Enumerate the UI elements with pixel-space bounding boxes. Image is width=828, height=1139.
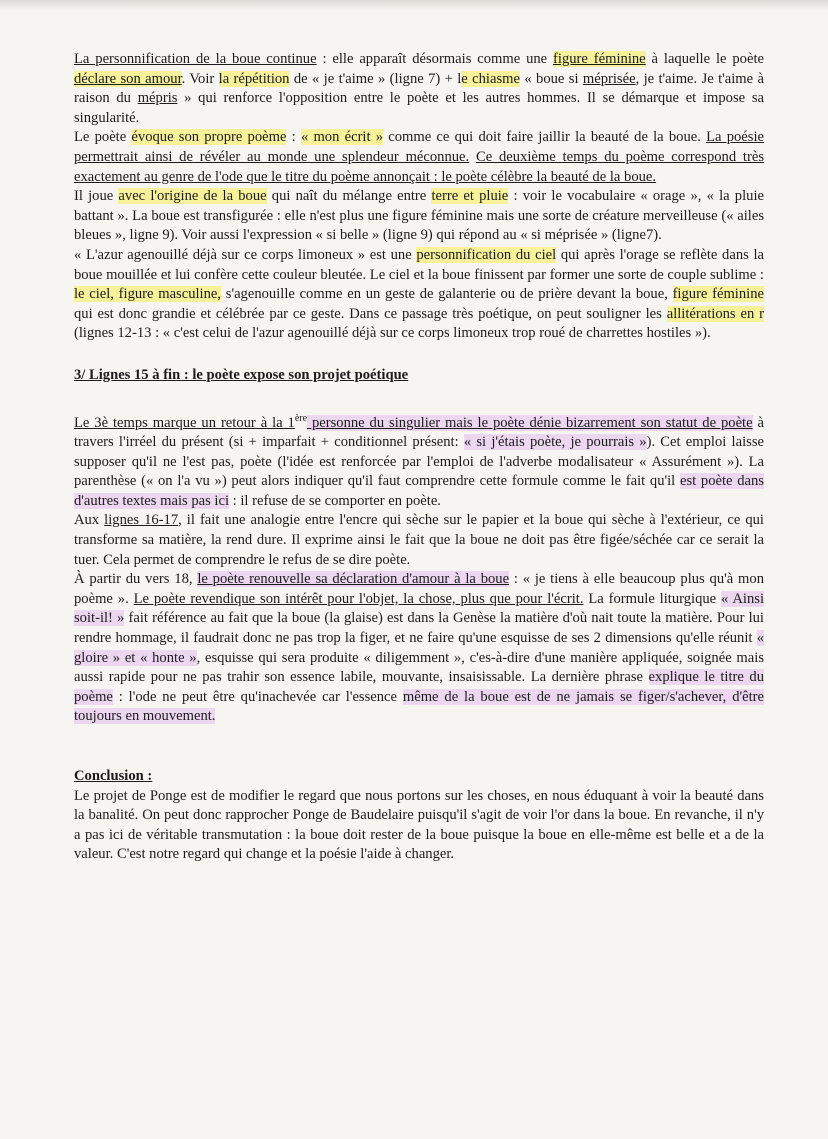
highlight: personnification du ciel: [416, 246, 557, 263]
text-run: Le poète revendique son intérêt pour l'objet, la chose, plus que pour l'écrit.: [133, 590, 584, 607]
highlight: allitérations en r: [666, 305, 765, 322]
document-page: [74, 50, 764, 865]
text-run: À partir du vers 18,: [74, 571, 198, 588]
text-run: Ce deuxième temps du poème correspond très exactement au genre de l'ode que le titre du poème annonçait : le poète célèbre la beauté de la boue.: [74, 148, 765, 185]
highlight: le ciel, figure masculine,: [74, 286, 222, 303]
text-run: qui après l'orage se reflète dans la boue mouillée et lui confère cette couleur bleutée. Le ciel et la boue finissent par former une sorte de couple sublime :: [74, 246, 764, 283]
text-run: méprisée: [582, 70, 636, 87]
highlight: personne du singulier mais le poète dénie bizarrement son statut de poète: [307, 414, 753, 431]
text-run: fait référence au fait que la boue (la glaise) est dans la Genèse la matière d'où nait toute la matière. Pour lui rendre hommage, il faudrait donc ne pas trop la figer, et ne faire qu'une esquisse de ses 2 dimensions qu'elle réunit: [74, 610, 764, 647]
highlight: évoque son propre poème: [131, 129, 287, 146]
paragraph-mon-ecrit: [74, 128, 764, 187]
highlight: le poète renouvelle sa déclaration d'amour à la boue: [197, 571, 510, 588]
text-run: : voir le vocabulaire « orage », « la pluie battant ». La boue est transfigurée : elle n'est plus une figure féminine mais une sorte de créature merveilleuse (« ailes bleues », ligne 9). Voir aussi l'expression « si belle » (ligne 9) qui répond au « si méprisée » (ligne7).: [74, 188, 764, 244]
text-run: , je t'aime. Je t'aime à raison du: [74, 70, 764, 107]
text-run: : elle apparaît désormais comme une: [316, 51, 554, 67]
text-run: ). Cet emploi laisse supposer qu'il ne l'est pas, poète (l'idée est renforcée par l'emploi de l'adverbe modalisateur « Assurément »). La parenthèse (« on l'a vu ») peut alors indiquer qu'il faut comprendre cette formule comme le fait qu'il: [74, 434, 764, 490]
text-run: Aux: [74, 512, 105, 529]
text-run: comme ce qui doit faire jaillir la beauté de la boue.: [383, 129, 707, 146]
text-run: : « je tiens à elle beaucoup plus qu'à mon poème ».: [74, 571, 764, 607]
text-run: s'agenouille comme en un geste de galanterie ou de prière devant la boue,: [221, 286, 673, 303]
text-run: La poésie permettrait ainsi de révéler au monde une splendeur méconnue.: [74, 129, 764, 165]
text-run: : l'ode ne peut être qu'inachevée car l'essence: [112, 688, 403, 705]
paragraph-troisieme-temps: [74, 414, 764, 512]
highlight: la répétition: [218, 70, 290, 87]
paragraph-personnification: [74, 50, 764, 128]
highlight: explique le titre du poème: [74, 669, 764, 705]
text-run: , esquisse qui sera produite « diligemment », c'es-à-dire d'une manière appliquée, soignée mais aussi rapide pour ne pas trahir son essence labile, mouvante, insaisissable. La dernière phrase: [74, 649, 764, 686]
highlight: « si j'étais poète, je pourrais »: [463, 434, 647, 451]
paragraph-analogie: [74, 511, 764, 570]
text-run: à travers l'irréel du présent (si + imparfait + conditionnel présent:: [74, 414, 764, 451]
text-run: Il joue: [74, 188, 119, 205]
highlight: « gloire » et « honte »: [74, 630, 764, 666]
text-run: La personnification de la boue continue: [74, 51, 317, 67]
text-run: » qui renforce l'opposition entre le poète et les autres hommes. Il se démarque et impose sa singularité.: [74, 90, 764, 126]
text-run: à laquelle le poète: [645, 51, 764, 67]
paragraph-azur: [74, 246, 764, 344]
highlight: « Ainsi soit-il! »: [74, 590, 764, 627]
highlight: « mon écrit »: [300, 129, 384, 146]
highlight: même de la boue est de ne jamais se figer/s'achever, d'être toujours en mouvement.: [74, 688, 764, 725]
text-run: qui est donc grandie et célébrée par ce geste. Dans ce passage très poétique, on peut souligner les: [74, 305, 667, 322]
paragraph-conclusion: Le projet de Ponge est de modifier le regard que nous portons sur les choses, en nous éduquant à voir la beauté dans la banalité. On peut donc rapprocher Ponge de Baudelaire puisqu'il s'agit de voir l'or dans la boue. En revanche, il n'y a pas ici de véritable transmutation : la boue doit rester de la boue puisque la boue en elle-même est belle et a de la valeur. C'est notre regard qui change et la poésie l'aide à changer.: [74, 787, 764, 863]
text-run: La formule liturgique: [583, 590, 722, 607]
highlight: terre et pluie: [431, 188, 509, 205]
text-run: . Voir: [181, 70, 219, 87]
superscript: ère: [294, 412, 308, 424]
text-run: qui naît du mélange entre: [266, 188, 432, 205]
text-run: lignes 16-17: [104, 512, 179, 529]
paragraph-declaration: [74, 570, 764, 727]
text-run: Le 3è temps marque un retour à la 1: [74, 414, 295, 431]
highlight: avec l'origine de la boue: [118, 188, 267, 205]
conclusion-title: Conclusion :: [74, 768, 153, 784]
section-title: 3/ Lignes 15 à fin : le poète expose son projet poétique: [74, 366, 409, 383]
text-run: :: [286, 129, 301, 146]
text-run: Le poète: [74, 129, 132, 146]
highlight: est poète dans d'autres textes mais pas ici: [74, 473, 764, 509]
scan-shadow: [0, 0, 828, 10]
text-run: de « je t'aime » (ligne 7) + l: [289, 70, 462, 87]
highlight: e chiasme: [461, 70, 520, 87]
text-run: (lignes 12-13 : « c'est celui de l'azur agenouillé déjà sur ce corps limoneux trop roué de charrettes hostiles »).: [74, 325, 711, 342]
paragraph-origine: [74, 187, 764, 246]
highlight: figure féminine: [672, 286, 764, 303]
text-run: : il refuse de se comporter en poète.: [229, 492, 441, 509]
text-run: , il fait une analogie entre l'encre qui sèche sur le papier et la boue qui sèche à l'extérieur, ce qui transforme sa matière, la rend dure. Il exprime ainsi le fait que la boue ne doit pas être figée/séchée car ce serait la tuer. Cela permet de comprendre le refus de se dire poète.: [74, 512, 764, 568]
highlight: déclare son amour: [74, 70, 182, 87]
text-run: « boue si: [519, 70, 583, 87]
text-run: mépris: [137, 90, 178, 107]
highlight: figure féminine: [553, 51, 646, 67]
text-run: « L'azur agenouillé déjà sur ce corps limoneux » est une: [74, 246, 417, 263]
